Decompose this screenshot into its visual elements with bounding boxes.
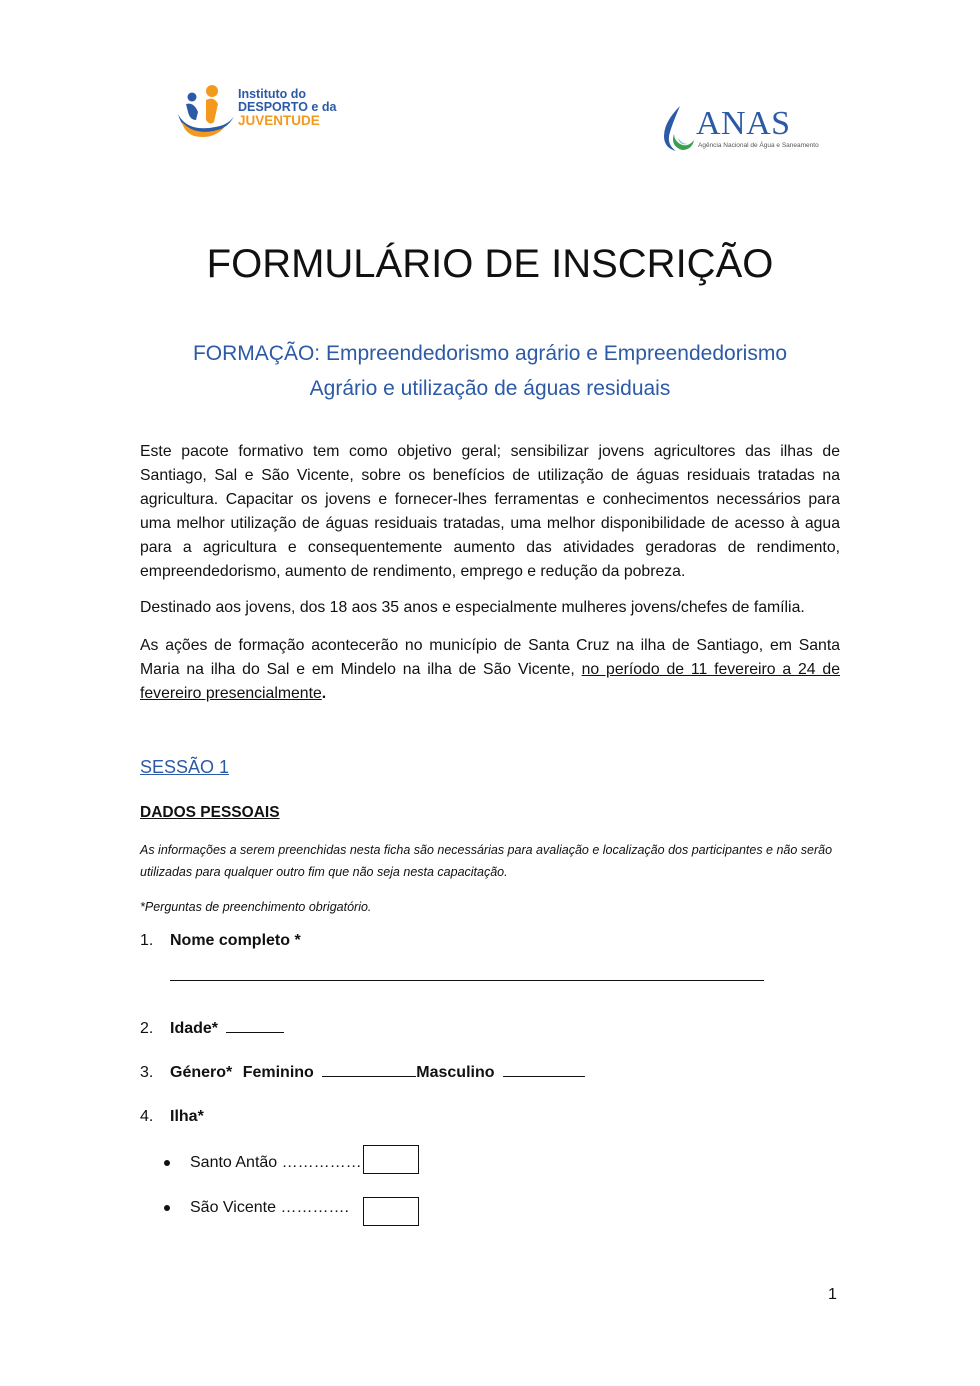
gender-option-male: Masculino xyxy=(416,1064,495,1081)
anas-logo xyxy=(658,104,819,156)
intro-paragraph-2: Destinado aos jovens, dos 18 aos 35 anos e especialmente mulheres jovens/chefes de família. xyxy=(140,599,805,616)
intro-p3-end: . xyxy=(321,685,327,702)
question-number: 3. xyxy=(140,1064,154,1081)
island-option-label: Santo Antão …………… xyxy=(190,1154,362,1171)
gender-option-female: Feminino xyxy=(242,1064,314,1081)
question-island xyxy=(140,1106,204,1128)
age-answer-blank[interactable] xyxy=(226,1018,284,1033)
question-label: Género* xyxy=(170,1064,233,1081)
idj-emblem-icon xyxy=(176,82,238,140)
anas-logo-name: ANAS xyxy=(696,105,791,142)
island-option xyxy=(164,1152,362,1174)
bullet-icon xyxy=(164,1160,170,1166)
privacy-note: As informações a serem preenchidas nesta ficha são necessárias para avaliação e localização dos participantes e não serão utilizadas para qualquer outro fim que não seja nesta capacitação. xyxy=(140,843,833,879)
subtitle-line-2: Agrário e utilização de águas residuais xyxy=(309,377,671,400)
idj-logo-line1: Instituto do xyxy=(238,87,307,101)
subtitle-line-1: FORMAÇÃO: Empreendedorismo agrário e Empreendedorismo xyxy=(192,342,788,365)
question-label: Ilha* xyxy=(170,1108,204,1125)
question-number: 2. xyxy=(140,1020,154,1037)
question-name xyxy=(140,930,301,952)
anas-drop-icon xyxy=(658,104,698,154)
female-answer-blank[interactable] xyxy=(322,1062,416,1077)
page-number: 1 xyxy=(828,1286,837,1303)
island-option xyxy=(164,1197,349,1219)
idj-logo-line2: DESPORTO e da xyxy=(238,100,337,114)
question-age xyxy=(140,1018,284,1040)
island-option-label: São Vicente …………. xyxy=(190,1199,349,1216)
question-gender xyxy=(140,1062,585,1084)
bullet-icon xyxy=(164,1205,170,1211)
session-title: SESSÃO 1 xyxy=(140,757,230,777)
intro-p3-text: As ações de formação acontecerão no município de Santa Cruz na ilha de Santiago, em Santa Maria na ilha do Sal e em Mindelo na ilha de São Vicente, xyxy=(140,637,840,678)
page-title: FORMULÁRIO DE INSCRIÇÃO xyxy=(206,242,774,286)
required-note: *Perguntas de preenchimento obrigatório. xyxy=(140,900,372,914)
idj-logo-line3: JUVENTUDE xyxy=(238,113,320,128)
idj-logo xyxy=(176,82,356,142)
island-checkbox-santo-antao[interactable] xyxy=(363,1145,419,1174)
question-number: 4. xyxy=(140,1108,154,1125)
male-answer-blank[interactable] xyxy=(503,1062,585,1077)
island-checkbox-sao-vicente[interactable] xyxy=(363,1197,419,1226)
intro-paragraph-3 xyxy=(140,634,840,706)
question-number: 1. xyxy=(140,932,154,949)
course-subtitle xyxy=(140,336,840,406)
question-label: Idade* xyxy=(170,1020,219,1037)
anas-logo-tagline: Agência Nacional de Água e Saneamento xyxy=(698,142,819,149)
intro-p3-period: no período de 11 fevereiro a 24 de fevereiro presencialmente xyxy=(140,661,840,702)
question-label: Nome completo * xyxy=(170,932,301,949)
intro-paragraph-1: Este pacote formativo tem como objetivo geral; sensibilizar jovens agricultores das ilhas de Santiago, Sal e São Vicente, sobre os benefícios de utilização de águas residuais tratadas na agricultura. Capacitar os jovens e fornecer-lhes ferramentas e conhecimentos necessários para uma melhor utilização de águas residuais tratadas, uma melhor disponibilidade de acesso à agua para a agricultura e consequentemente aumento das atividades geradoras de rendimento, empreendedorismo, aumento de rendimento, emprego e redução da pobreza. xyxy=(140,443,840,580)
name-answer-line[interactable] xyxy=(170,980,764,981)
section-heading: DADOS PESSOAIS xyxy=(140,804,280,821)
